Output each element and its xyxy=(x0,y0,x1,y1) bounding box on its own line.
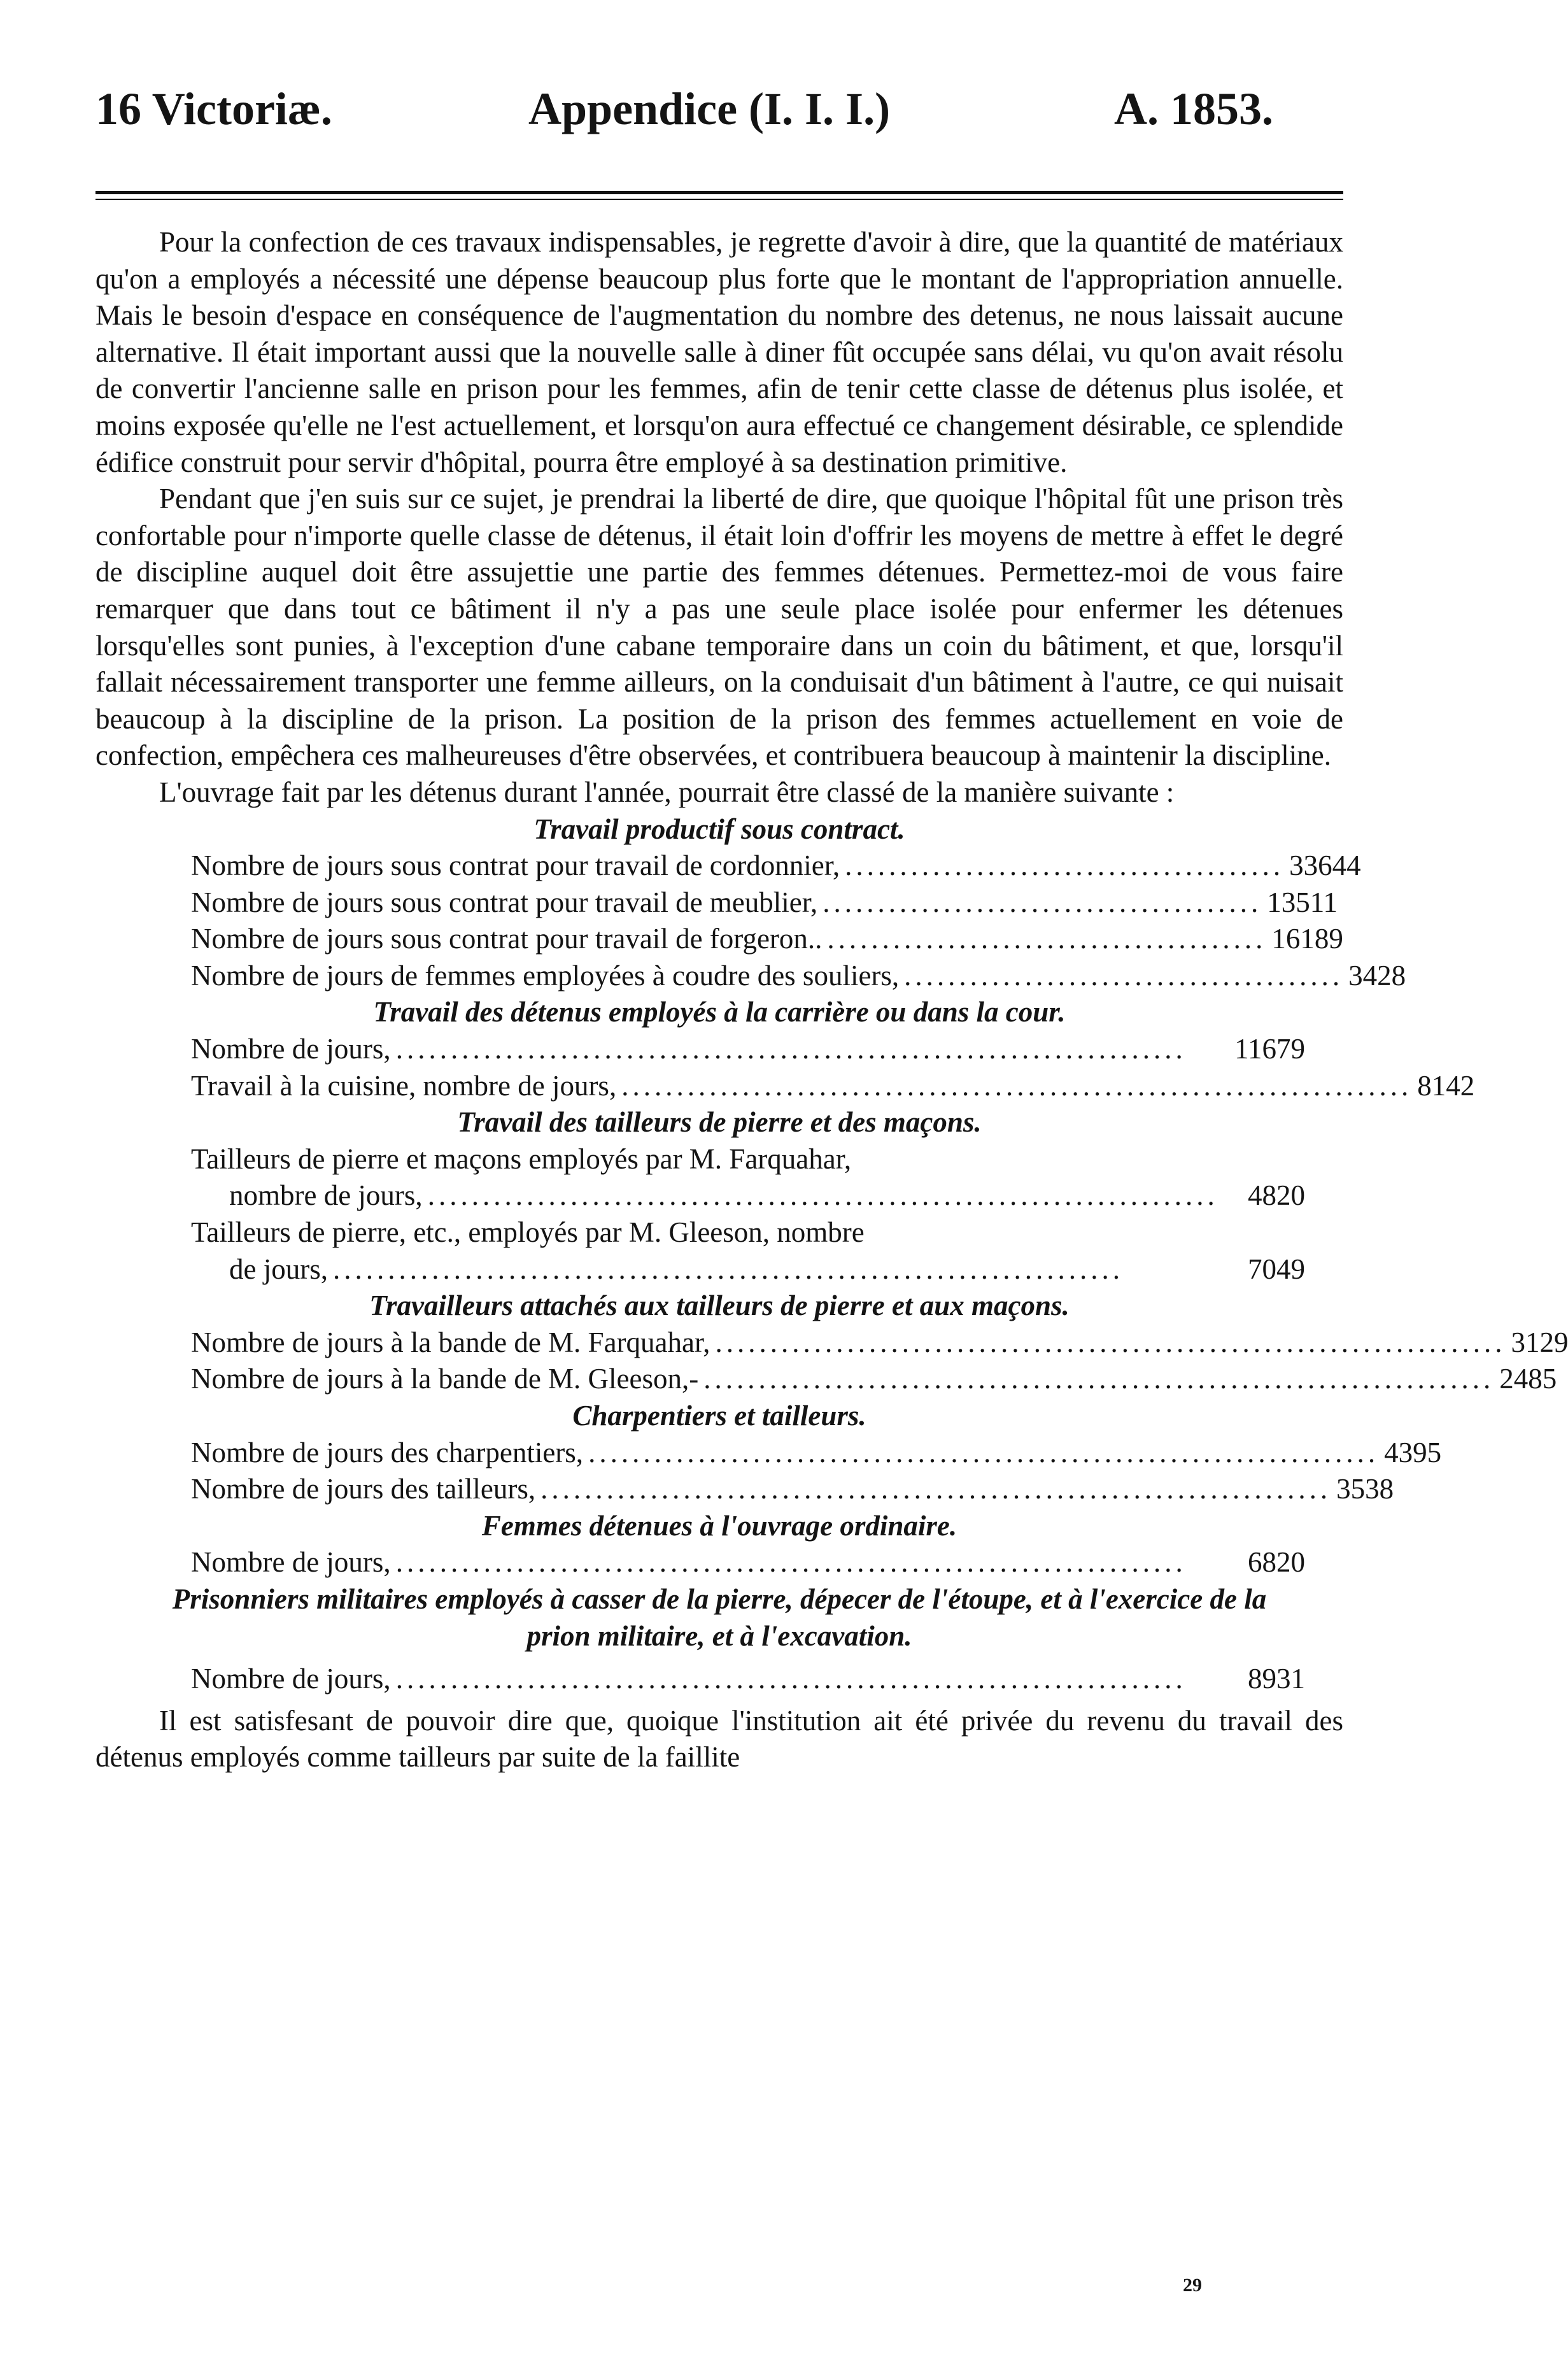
list-item xyxy=(191,958,1406,995)
entry-value: 2485 xyxy=(1499,1363,1557,1395)
paragraph: Pour la confection de ces travaux indispensables, je regrette d'avoir à dire, que la quantité de matériaux qu'on a employés a nécessité une dépense beaucoup plus forte que le montant de l'appropriation annuelle. Mais le besoin d'espace en conséquence de l'augmentation du nombre des detenus, ne nous laissait aucune alternative. Il était important aussi que la nouvelle salle à diner fût occupée sans délai, vu qu'on avait résolu de convertir l'ancienne salle en prison pour les femmes, afin de tenir cette classe de détenus plus isolée, et moins exposée qu'elle ne l'est actuellement, et lorsqu'on aura effectué ce changement désirable, ce splendide édifice construit pour servir d'hôpital, pourra être employé à sa destination primitive. xyxy=(95,226,1343,478)
closing-paragraph: Il est satisfesant de pouvoir dire que, quoique l'institution ait été privée du revenu du travail des détenus employés comme tailleurs par suite de la faillite xyxy=(95,1704,1343,1774)
entry-value: 4820 xyxy=(1248,1179,1305,1212)
entry-label: Nombre de jours de femmes employées à coudre des souliers, xyxy=(191,959,900,992)
entry-continuation-row xyxy=(229,1251,1305,1288)
leader-dots: ........................................................................ xyxy=(540,1473,1332,1505)
entry-value: 16189 xyxy=(1271,923,1343,955)
header-appendix: Appendice (I. I. I.) xyxy=(528,83,891,134)
leader-dots: ........................................................................ xyxy=(621,1069,1413,1102)
entry-value: 3129 xyxy=(1511,1326,1568,1358)
entry-value: 8142 xyxy=(1417,1069,1475,1102)
entry-label: Nombre de jours des charpentiers, xyxy=(191,1436,584,1468)
entry-label: Nombre de jours sous contrat pour travail de cordonnier, xyxy=(191,849,840,882)
entry-list xyxy=(191,1325,1568,1398)
list-item xyxy=(191,1031,1305,1068)
section-heading: Femmes détenues à l'ouvrage ordinaire. xyxy=(481,1509,957,1542)
entry-label: Tailleurs de pierre, etc., employés par M. Gleeson, nombre xyxy=(191,1216,865,1249)
entry-label: Nombre de jours, xyxy=(191,1663,391,1695)
entry-value: 7049 xyxy=(1248,1253,1305,1285)
entry-list xyxy=(191,1544,1305,1581)
leader-dots: ........................................................................ xyxy=(715,1326,1506,1358)
leader-dots: ........................................................................ xyxy=(332,1253,1124,1285)
entry-list xyxy=(191,1031,1475,1104)
body-text xyxy=(95,224,1568,1776)
section-heading: Travail des détenus employés à la carrière ou dans la cour. xyxy=(373,996,1066,1028)
entry-label: Nombre de jours, xyxy=(191,1546,391,1579)
entry-label: Nombre de jours à la bande de M. Gleeson,- xyxy=(191,1363,699,1395)
entry-value: 8931 xyxy=(1248,1663,1305,1695)
entry-label: Nombre de jours sous contrat pour travail de meublier, xyxy=(191,886,818,918)
entry-label: Nombre de jours, xyxy=(191,1033,391,1065)
section-heading: Travail productif sous contract. xyxy=(533,813,905,845)
entry-value: 13511 xyxy=(1267,886,1338,918)
entry-label: Tailleurs de pierre et maçons employés par M. Farquahar, xyxy=(191,1142,852,1175)
leader-dots: ........................................................................ xyxy=(395,1663,1187,1695)
list-item xyxy=(191,848,1361,885)
leader-dots: ........................................ xyxy=(823,886,1262,918)
entry-list xyxy=(191,1435,1442,1508)
entry-label: Nombre de jours à la bande de M. Farquahar, xyxy=(191,1326,710,1358)
leader-dots: ........................................ xyxy=(904,959,1344,992)
list-item xyxy=(191,1214,1305,1288)
leader-dots: ........................................................................ xyxy=(703,1363,1495,1395)
entry-continuation: nombre de jours, xyxy=(229,1179,423,1212)
entry-continuation: de jours, xyxy=(229,1253,328,1285)
list-item xyxy=(191,1068,1475,1105)
section-heading: Travail des tailleurs de pierre et des maçons. xyxy=(457,1106,982,1139)
header-rule xyxy=(95,191,1343,194)
entry-value: 33644 xyxy=(1289,849,1361,882)
entry-continuation-row xyxy=(229,1177,1305,1214)
leader-dots: ........................................................................ xyxy=(395,1033,1187,1065)
entry-value: 11679 xyxy=(1234,1033,1305,1065)
entry-list xyxy=(191,1661,1305,1698)
leader-dots: ........................................................................ xyxy=(427,1179,1218,1212)
header-year: A. 1853. xyxy=(1114,83,1273,134)
entry-label: Travail à la cuisine, nombre de jours, xyxy=(191,1069,617,1102)
page-number: 29 xyxy=(1183,2275,1202,2296)
paragraph: L'ouvrage fait par les détenus durant l'année, pourrait être classé de la manière suivante : xyxy=(159,776,1175,808)
paragraph: Pendant que j'en suis sur ce sujet, je prendrai la liberté de dire, que quoique l'hôpital fût une prison très confortable pour n'importe quelle classe de détenus, il était loin d'offrir les moyens de mettre à effet le degré de discipline auquel doit être assujettie une partie des femmes détenues. Permettez-moi de vous faire remarquer que dans tout ce bâtiment il n'y a pas une seule place isolée pour enfermer les détenues lorsqu'elles sont punies, à l'exception d'une cabane temporaire dans un coin du bâtiment, et que, lorsqu'il fallait nécessairement transporter une femme ailleurs, on la conduisait d'un bâtiment à l'autre, ce qui nuisait beaucoup à la discipline de la prison. La position de la prison des femmes actuellement en voie de confection, empêchera ces malheureuses d'être observées, et contribuera beaucoup à maintenir la discipline. xyxy=(95,483,1343,772)
section-heading: Travailleurs attachés aux tailleurs de pierre et aux maçons. xyxy=(369,1290,1070,1322)
entry-value: 4395 xyxy=(1384,1436,1442,1468)
list-item xyxy=(191,1471,1394,1508)
leader-dots: ........................................ xyxy=(845,849,1285,882)
leader-dots: ........................................................................ xyxy=(395,1546,1187,1579)
list-item xyxy=(191,1325,1568,1361)
entry-value: 6820 xyxy=(1248,1546,1305,1579)
entry-list xyxy=(191,1141,1305,1288)
list-item xyxy=(191,1435,1442,1472)
section-heading: Charpentiers et tailleurs. xyxy=(572,1400,866,1432)
list-item xyxy=(191,1361,1557,1398)
entry-label: Nombre de jours sous contrat pour travail de forgeron.. xyxy=(191,923,823,955)
section-heading: Prisonniers militaires employés à casser de la pierre, dépecer de l'étoupe, et à l'exercice de la prion militaire, et à l'excavation. xyxy=(172,1582,1267,1652)
list-item xyxy=(191,885,1338,921)
entry-value: 3538 xyxy=(1336,1473,1394,1505)
list-item xyxy=(191,1661,1305,1698)
header-rule-thin xyxy=(95,199,1343,200)
entry-list xyxy=(191,848,1406,994)
list-item xyxy=(191,921,1343,958)
entry-label: Nombre de jours des tailleurs, xyxy=(191,1473,536,1505)
entry-value: 3428 xyxy=(1348,959,1406,992)
list-item xyxy=(191,1141,1305,1214)
list-item xyxy=(191,1544,1305,1581)
leader-dots: ........................................................................ xyxy=(588,1436,1380,1468)
running-header xyxy=(95,83,1305,153)
leader-dots: ........................................ xyxy=(827,923,1267,955)
header-session: 16 Victoriæ. xyxy=(95,83,332,134)
